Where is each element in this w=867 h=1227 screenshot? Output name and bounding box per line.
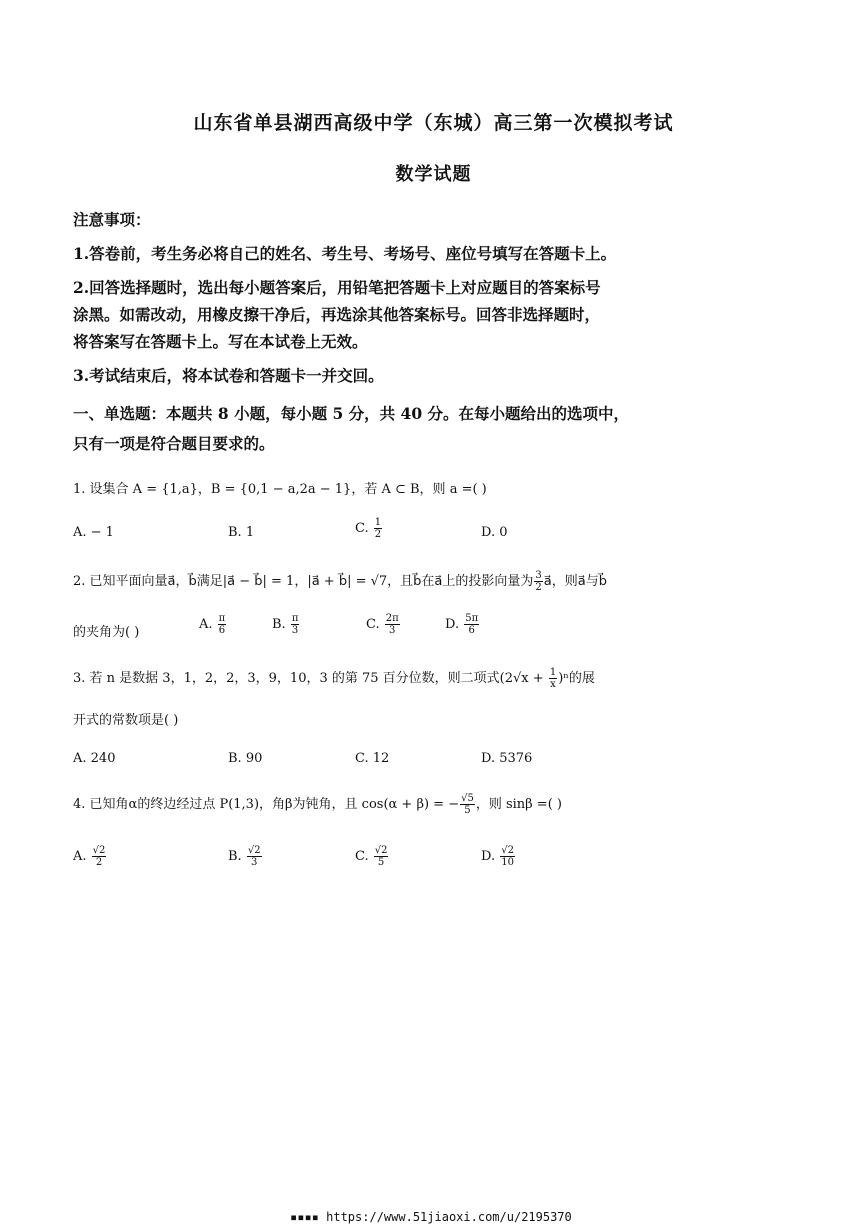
fraction-denominator: x — [550, 679, 556, 690]
question-2-option-c — [366, 613, 401, 636]
fraction — [549, 667, 557, 690]
fraction-denominator: 5 — [377, 857, 385, 868]
option-label: C. — [355, 849, 373, 864]
question-3-option-a: A. 240 — [73, 751, 116, 766]
fraction-denominator: 10 — [501, 857, 514, 868]
question-3-option-d: D. 5376 — [481, 751, 533, 766]
question-3-stem — [73, 667, 595, 690]
note-item-2-line-2: 涂黑。如需改动，用橡皮擦干净后，再选涂其他答案标号。回答非选择题时， — [73, 305, 601, 324]
fraction-numerator: √5 — [461, 793, 474, 804]
question-4-option-a — [73, 845, 107, 868]
notes-heading: 注意事项： — [73, 210, 151, 229]
fraction-denominator: 3 — [389, 625, 396, 636]
stem-text: ，则 sinβ =( ) — [475, 797, 562, 812]
fraction-denominator: 6 — [218, 625, 226, 636]
question-2-option-d — [445, 613, 480, 636]
question-2-option-b — [272, 613, 300, 636]
fraction-denominator: 2 — [535, 582, 542, 593]
question-1-stem: 1. 设集合 A = {1,a}，B = {0,1 − a,2a − 1}，若 A ⊂ B，则 a =( ) — [73, 482, 487, 497]
question-4-option-c — [355, 845, 389, 868]
question-1-option-d: D. 0 — [481, 525, 508, 540]
fraction — [385, 613, 400, 636]
option-label: B. — [272, 617, 290, 632]
fraction-numerator: √2 — [92, 845, 106, 856]
fraction-numerator: 3 — [535, 570, 542, 581]
question-4-option-d — [481, 845, 516, 868]
option-label: D. — [481, 849, 500, 864]
question-1-option-c — [355, 517, 383, 540]
option-label: C. — [355, 521, 373, 536]
fraction — [291, 613, 300, 636]
fraction-denominator: 5 — [464, 805, 471, 816]
fraction — [500, 845, 515, 868]
exam-title: 山东省单县湖西高级中学（东城）高三第一次模拟考试 — [193, 112, 674, 134]
stem-text: )ⁿ的展 — [558, 671, 595, 686]
fraction-numerator: 1 — [374, 517, 382, 528]
fraction — [218, 613, 227, 636]
section-heading-line-2: 只有一项是符合题目要求的。 — [73, 434, 275, 453]
question-3-option-b: B. 90 — [228, 751, 263, 766]
fraction-numerator: π — [218, 613, 226, 624]
fraction-numerator: 1 — [549, 667, 557, 678]
stem-text: a⃗，则a⃗与b⃗ — [543, 574, 607, 589]
note-item-1: 1.答卷前，考生务必将自己的姓名、考生号、考场号、座位号填写在答题卡上。 — [73, 244, 617, 263]
question-2-option-a — [199, 613, 227, 636]
footer-watermark-link[interactable]: ▪▪▪▪ https://www.51jiaoxi.com/u/2195370 — [290, 1210, 572, 1224]
option-label: B. — [228, 849, 246, 864]
stem-text: 4. 已知角α的终边经过点 P(1,3)，角β为钝角，且 cos(α + β) = − — [73, 797, 460, 812]
question-1-option-a: A. − 1 — [73, 525, 114, 540]
section-heading-line-1: 一、单选题：本题共 8 小题，每小题 5 分，共 40 分。在每小题给出的选项中， — [73, 404, 630, 423]
fraction — [92, 845, 107, 868]
fraction-numerator: √2 — [501, 845, 514, 856]
fraction-denominator: 2 — [374, 529, 382, 540]
fraction-numerator: π — [291, 613, 299, 624]
option-label: D. — [445, 617, 464, 632]
fraction — [534, 570, 542, 593]
question-4-stem — [73, 793, 562, 816]
fraction-denominator: 2 — [95, 857, 103, 868]
question-4-option-b — [228, 845, 263, 868]
fraction — [464, 613, 479, 636]
question-2-stem — [73, 570, 607, 593]
fraction-denominator: 3 — [251, 857, 258, 868]
stem-text: 2. 已知平面向量a⃗，b⃗满足|a⃗ − b⃗| = 1，|a⃗ + b⃗| = √7，且b⃗在a⃗上的投影向量为 — [73, 574, 534, 589]
fraction-numerator: 5π — [465, 613, 479, 624]
question-2-stem-line-2: 的夹角为( ) — [73, 625, 140, 640]
fraction — [374, 845, 389, 868]
note-item-3: 3.考试结束后，将本试卷和答题卡一并交回。 — [73, 366, 384, 385]
question-3-option-c: C. 12 — [355, 751, 390, 766]
note-item-2-line-3: 将答案写在答题卡上。写在本试卷上无效。 — [73, 332, 368, 351]
question-1-option-b: B. 1 — [228, 525, 255, 540]
fraction-numerator: √2 — [374, 845, 388, 856]
fraction-numerator: 2π — [385, 613, 399, 624]
option-label: A. — [199, 617, 217, 632]
option-label: C. — [366, 617, 384, 632]
question-3-stem-line-2: 开式的常数项是( ) — [73, 713, 179, 728]
stem-text: 3. 若 n 是数据 3，1，2，2，3，9，10，3 的第 75 百分位数，则二项式(2√x + — [73, 671, 548, 686]
fraction — [460, 793, 475, 816]
fraction — [247, 845, 262, 868]
exam-subtitle: 数学试题 — [395, 164, 472, 185]
fraction-denominator: 3 — [291, 625, 299, 636]
note-item-2-line-1: 2.回答选择题时，选出每小题答案后，用铅笔把答题卡上对应题目的答案标号 — [73, 278, 601, 297]
option-label: A. — [73, 849, 91, 864]
fraction — [374, 517, 382, 540]
fraction-denominator: 6 — [468, 625, 475, 636]
fraction-numerator: √2 — [247, 845, 261, 856]
